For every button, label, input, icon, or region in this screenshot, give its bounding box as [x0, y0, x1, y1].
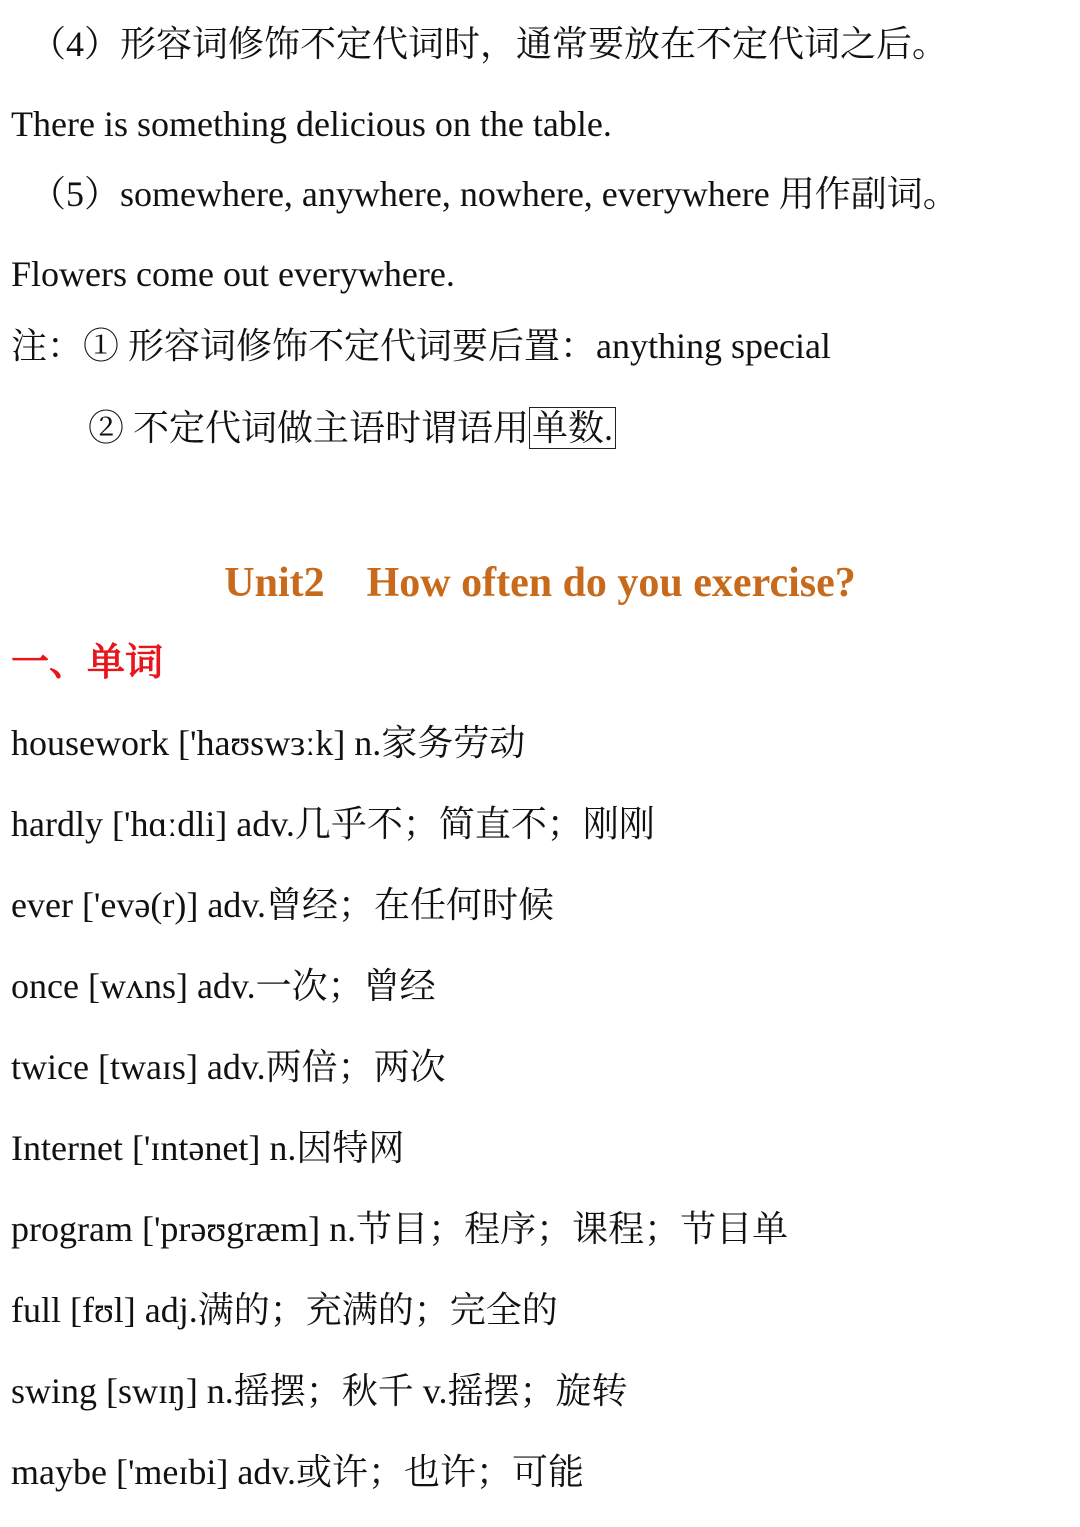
- vocab-item: ever ['evə(r)] adv.曾经；在任何时候: [11, 885, 554, 925]
- vocab-item: Internet ['ɪntənet] n.因特网: [11, 1128, 405, 1168]
- vocab-item: twice [twaɪs] adv.两倍；两次: [11, 1047, 446, 1087]
- grammar-point-5: （5）somewhere, anywhere, nowhere, everywhere 用作副词。: [30, 174, 959, 214]
- vocab-item: maybe ['meɪbi] adv.或许；也许；可能: [11, 1452, 585, 1492]
- note-1: 注：① 形容词修饰不定代词要后置：anything special: [11, 326, 831, 366]
- example-sentence-4: There is something delicious on the table.: [11, 104, 612, 144]
- unit-title: Unit2 How often do you exercise?: [224, 560, 856, 606]
- vocab-item: program ['prəʊgræm] n.节目；程序；课程；节目单: [11, 1209, 789, 1249]
- note-2: [88, 406, 616, 450]
- note-2-text: ② 不定代词做主语时谓语用: [88, 408, 530, 448]
- example-sentence-5: Flowers come out everywhere.: [11, 254, 455, 294]
- vocab-item: hardly ['hɑːdli] adv.几乎不；简直不；刚刚: [11, 804, 655, 844]
- section-heading-vocabulary: 一、单词: [11, 642, 164, 684]
- grammar-point-4: （4）形容词修饰不定代词时，通常要放在不定代词之后。: [30, 24, 949, 64]
- note-2-boxed-word: 单数.: [529, 407, 616, 449]
- vocab-item: swing [swɪŋ] n.摇摆；秋千 v.摇摆；旋转: [11, 1371, 628, 1411]
- vocab-item: full [fʊl] adj.满的；充满的；完全的: [11, 1290, 558, 1330]
- vocab-item: once [wʌns] adv.一次；曾经: [11, 966, 436, 1006]
- vocab-item: housework ['haʊswɜːk] n.家务劳动: [11, 723, 526, 763]
